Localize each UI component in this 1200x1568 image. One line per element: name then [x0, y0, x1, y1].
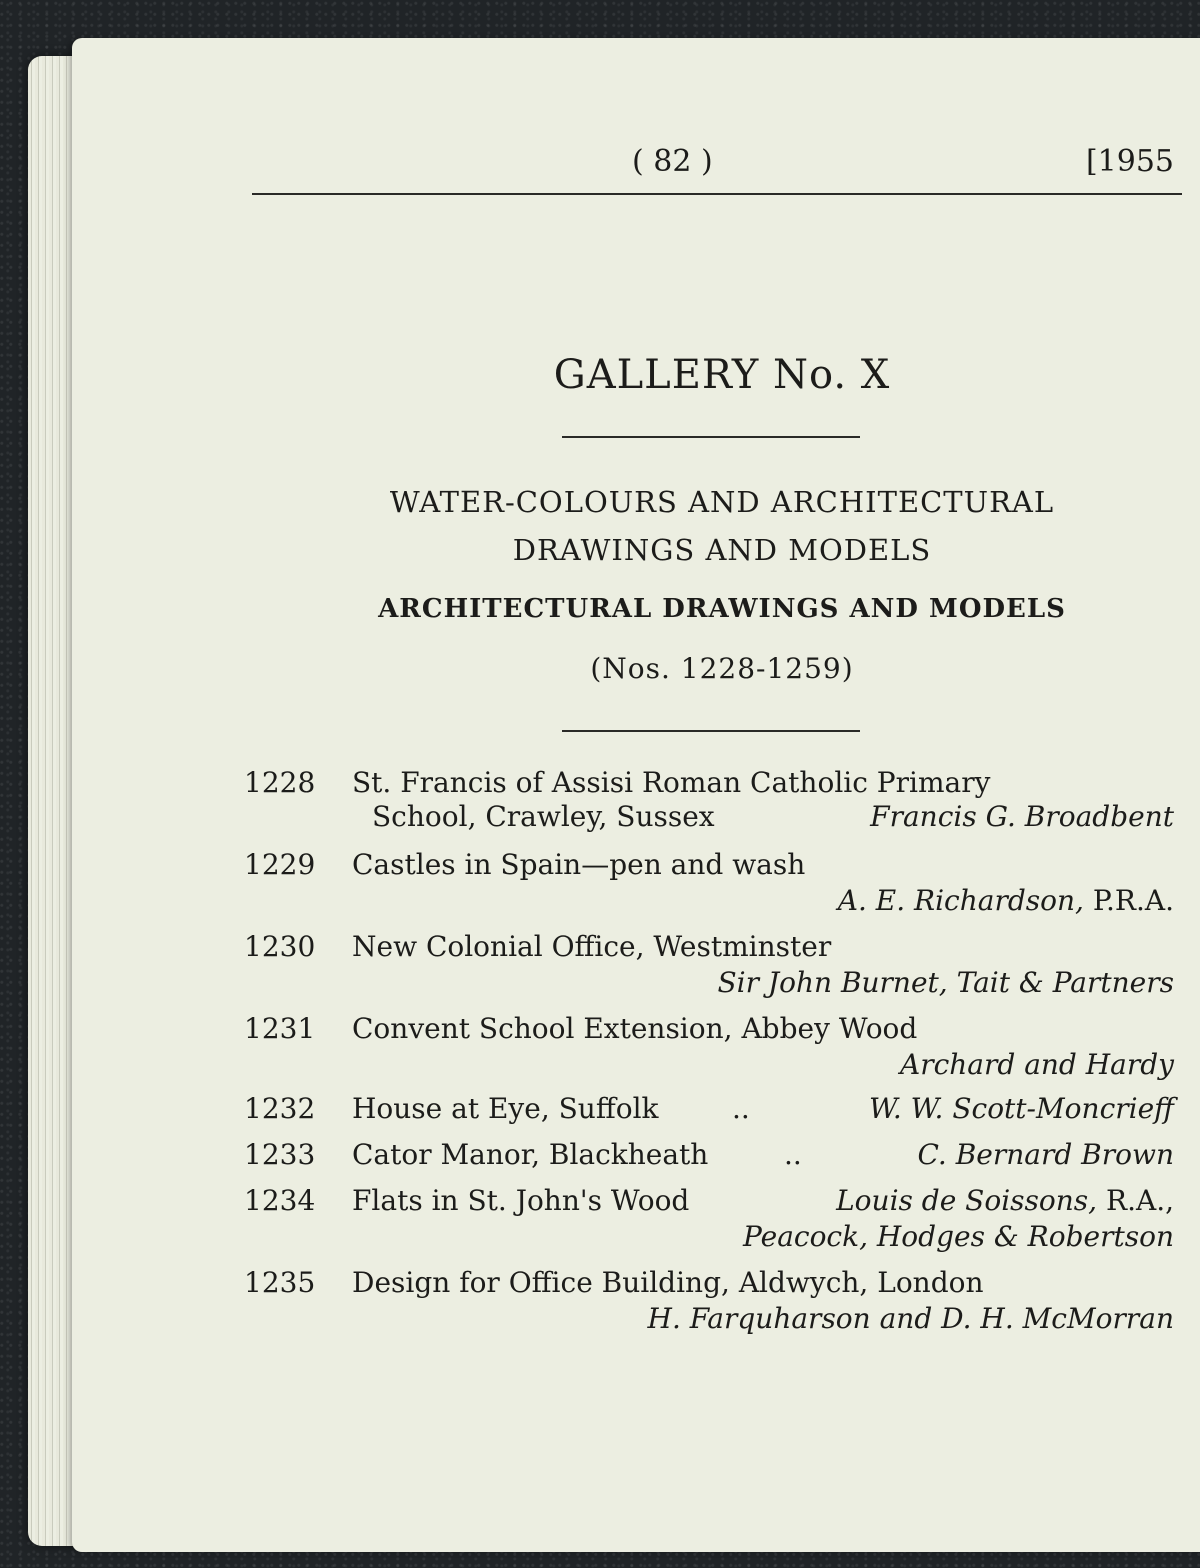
entry-artist-continued: Peacock, Hodges & Robertson [743, 1220, 1174, 1253]
entry-artist-name: A. E. Richardson, [837, 884, 1084, 917]
section-title-line-1: WATER-COLOURS AND ARCHITECTURAL [389, 485, 1055, 519]
header-rule [252, 193, 1182, 195]
entry-artist: Francis G. Broadbent [870, 800, 1174, 833]
entry-title: Flats in St. John's Wood [352, 1184, 690, 1217]
entry-artist [838, 884, 1174, 917]
entry-number: 1234 [244, 1184, 316, 1217]
entry-title: Cator Manor, Blackheath [352, 1138, 709, 1171]
section-title [252, 478, 1192, 574]
leader-dots: .. [732, 1092, 750, 1125]
gallery-title: GALLERY No. X [553, 352, 891, 398]
entry-number: 1232 [244, 1092, 316, 1125]
entry-title: St. Francis of Assisi Roman Catholic Primary [352, 766, 991, 799]
entry-title-continued: School, Crawley, Sussex [372, 800, 715, 833]
entry-artist: H. Farquharson and D. H. McMorran [647, 1302, 1174, 1335]
entry-title: Design for Office Building, Aldwych, London [352, 1266, 984, 1299]
leader-dots: .. [784, 1138, 802, 1171]
number-range: (Nos. 1228-1259) [590, 652, 854, 685]
divider-rule [562, 436, 860, 438]
entry-artist: C. Bernard Brown [917, 1138, 1174, 1171]
divider-rule [562, 730, 860, 732]
entry-title: New Colonial Office, Westminster [352, 930, 832, 963]
book-page [72, 38, 1200, 1552]
page-number: ( 82 ) [632, 144, 713, 179]
entry-artist-name: Louis de Soissons, [836, 1184, 1098, 1217]
entry-title: Castles in Spain—pen and wash [352, 848, 806, 881]
entry-number: 1235 [244, 1266, 316, 1299]
entry-artist [836, 1184, 1174, 1217]
entry-number: 1228 [244, 766, 316, 799]
entry-number: 1229 [244, 848, 316, 881]
section-title-line-2: DRAWINGS AND MODELS [512, 533, 932, 567]
entry-number: 1230 [244, 930, 316, 963]
entry-artist-honour: R.A., [1105, 1184, 1174, 1217]
entry-number: 1233 [244, 1138, 316, 1171]
entry-artist: Archard and Hardy [899, 1048, 1174, 1081]
entry-number: 1231 [244, 1012, 316, 1045]
running-year: [1955 [1085, 144, 1174, 179]
subsection-title: ARCHITECTURAL DRAWINGS AND MODELS [378, 594, 1066, 624]
entry-title: House at Eye, Suffolk [352, 1092, 659, 1125]
entry-title: Convent School Extension, Abbey Wood [352, 1012, 918, 1045]
entry-artist: W. W. Scott-Moncrieff [868, 1092, 1174, 1125]
entry-artist-honour: P.R.A. [1092, 884, 1174, 917]
entry-artist: Sir John Burnet, Tait & Partners [717, 966, 1174, 999]
